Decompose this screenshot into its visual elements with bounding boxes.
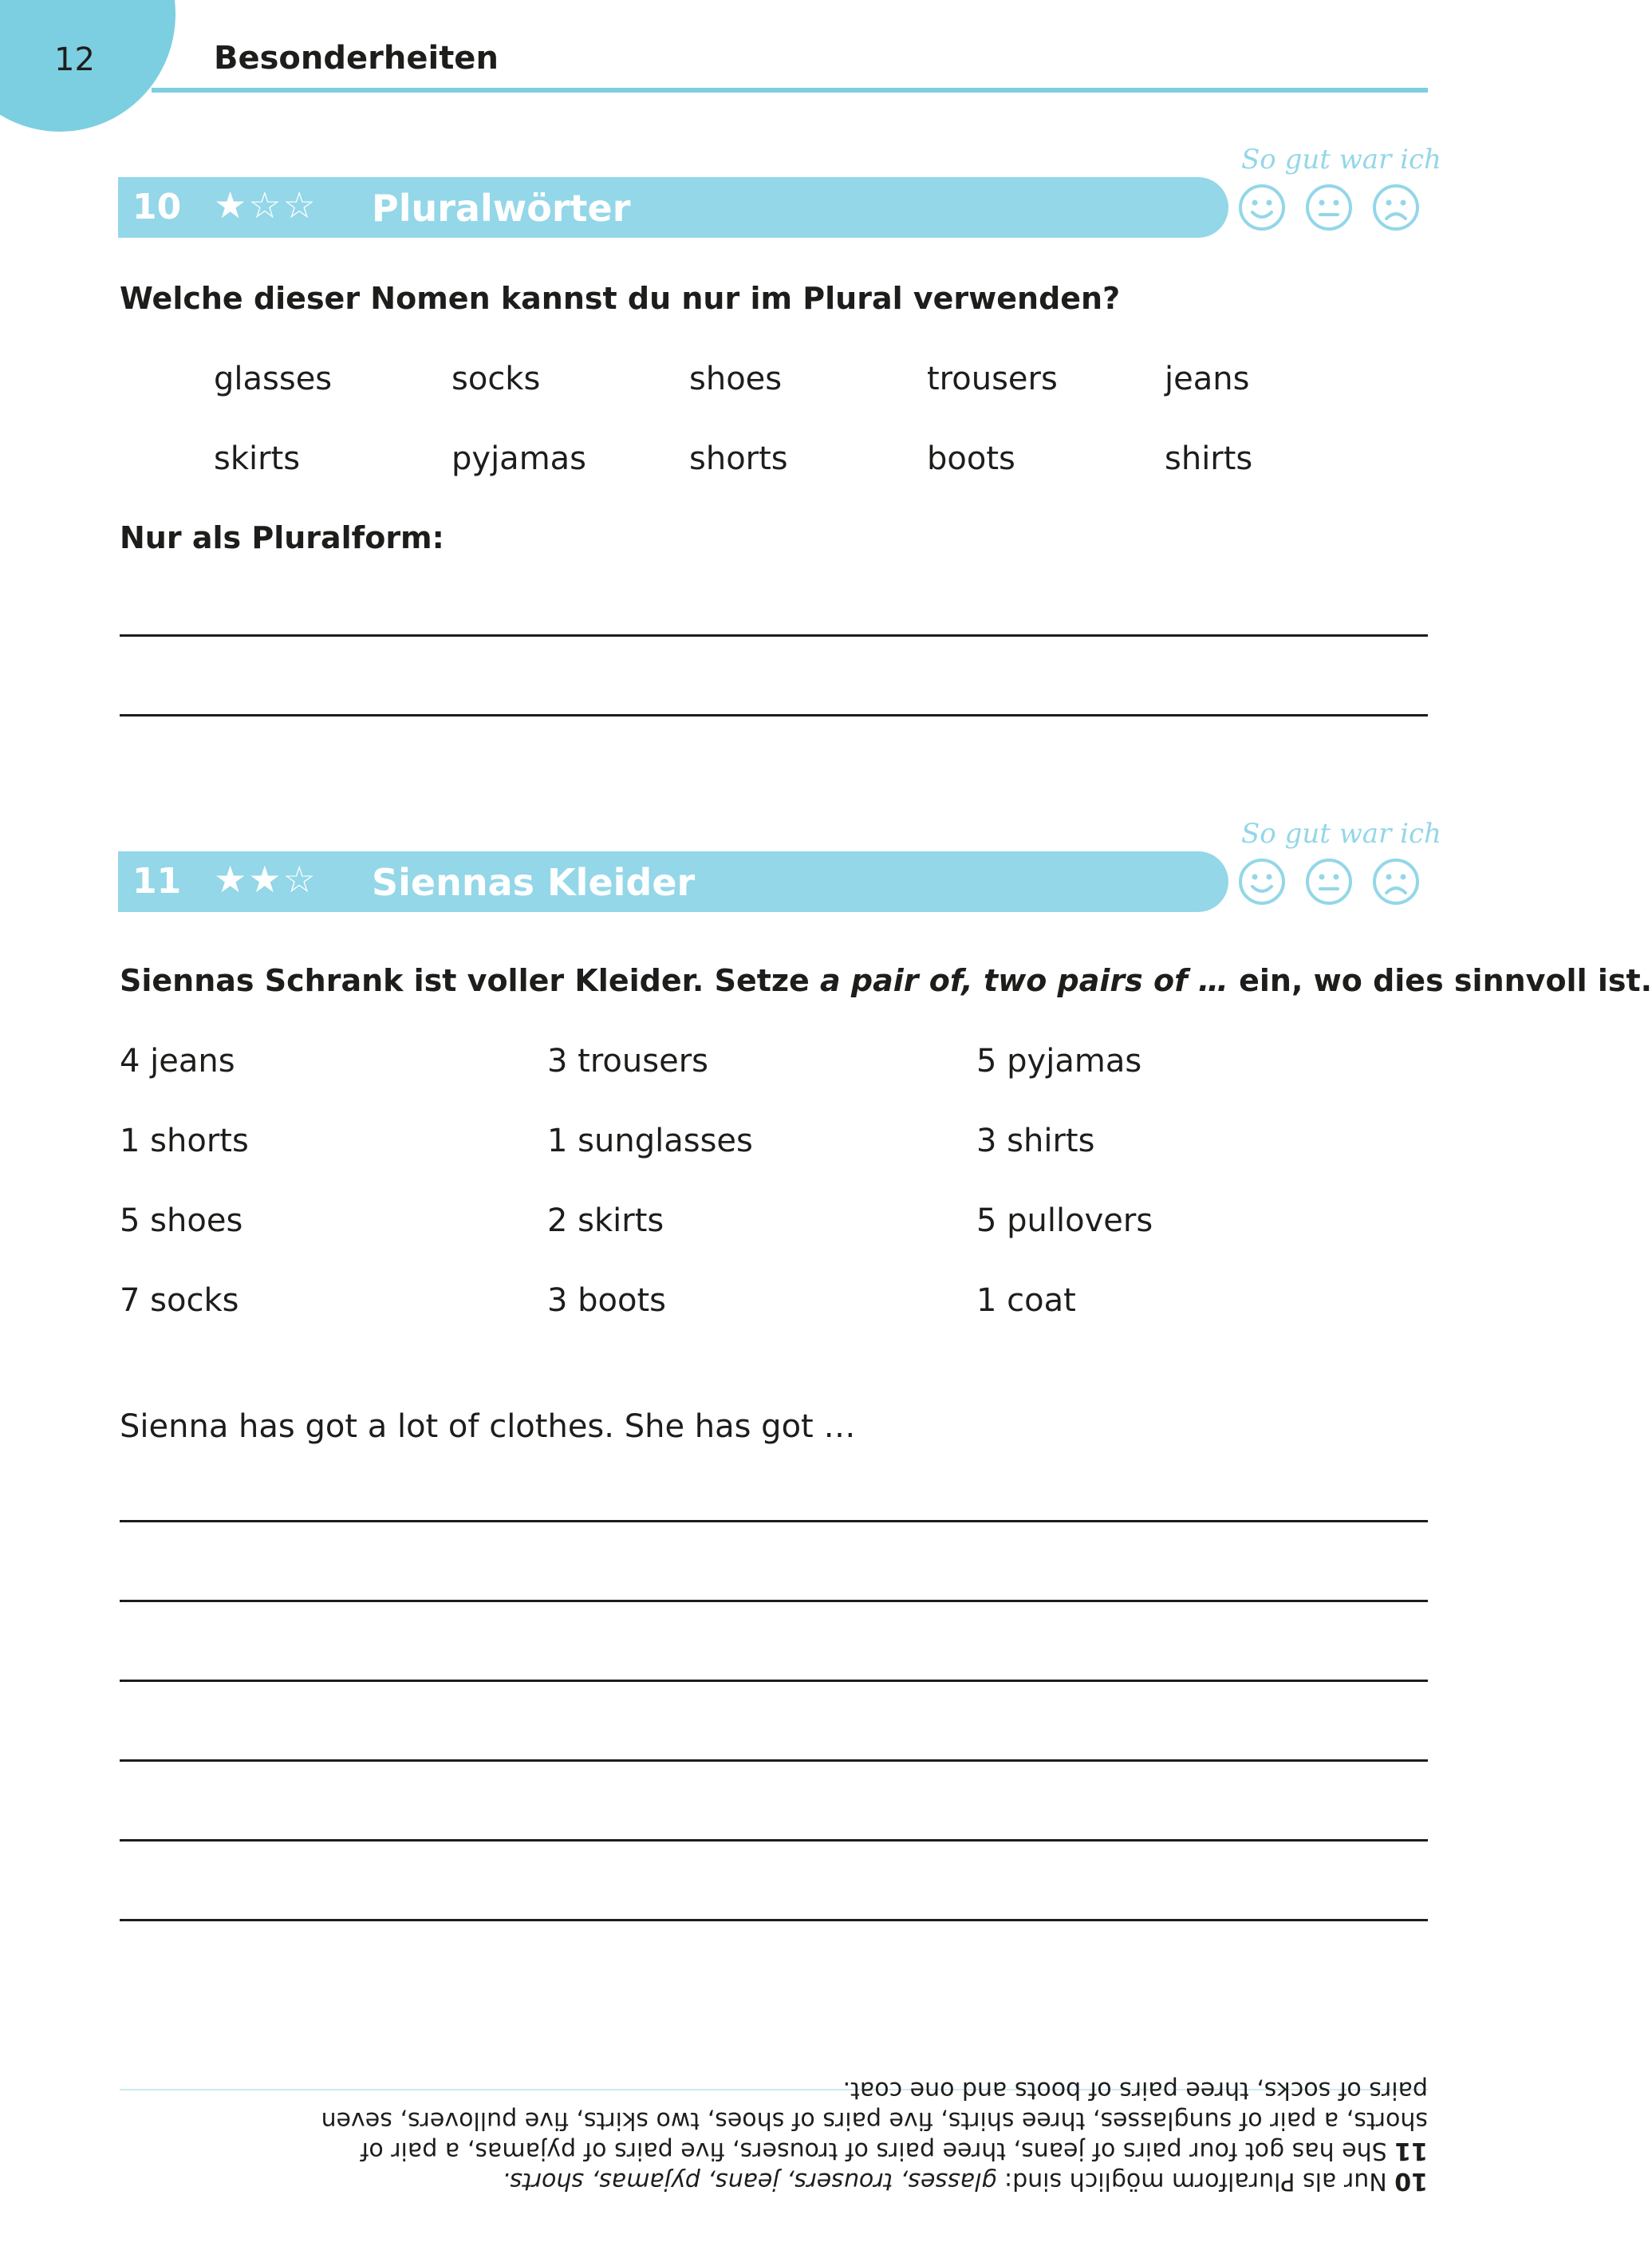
difficulty-stars-icon: ★★☆ — [214, 858, 317, 901]
exercise-title: Pluralwörter — [372, 187, 631, 230]
exercise-title: Siennas Kleider — [372, 861, 696, 904]
writing-line[interactable] — [120, 1759, 1428, 1762]
answer-number: 11 — [1394, 2137, 1428, 2165]
writing-line[interactable] — [120, 1839, 1428, 1842]
clothing-item: 5 shoes — [120, 1202, 243, 1239]
clothing-item: 2 skirts — [547, 1202, 664, 1239]
difficulty-stars-icon: ★☆☆ — [214, 184, 317, 227]
exercise-number: 11 — [132, 861, 182, 902]
answer-key — [279, 2074, 1428, 2196]
answer-label: Nur als Pluralform: — [120, 520, 444, 555]
rating-label-10: So gut war ich — [1241, 144, 1441, 176]
clothing-item: 3 trousers — [547, 1043, 708, 1080]
clothing-item: 7 socks — [120, 1282, 239, 1319]
word-item: pyjamas — [451, 440, 587, 477]
clothing-item: 1 coat — [976, 1282, 1076, 1319]
writing-prompt: Sienna has got a lot of clothes. She has got … — [120, 1408, 856, 1445]
word-item: skirts — [214, 440, 301, 477]
instruction-text-end: ein, wo dies sinnvoll ist. — [1228, 963, 1652, 998]
word-item: trousers — [927, 361, 1058, 397]
writing-line[interactable] — [120, 634, 1428, 637]
word-item: shoes — [689, 361, 783, 397]
writing-line[interactable] — [120, 1520, 1428, 1522]
answer-11 — [279, 2074, 1428, 2165]
clothing-item: 5 pyjamas — [976, 1043, 1142, 1080]
word-item: shirts — [1165, 440, 1253, 477]
happy-smiley-icon[interactable] — [1238, 184, 1286, 231]
exercise-10-header — [118, 177, 1228, 238]
clothing-item: 1 shorts — [120, 1123, 249, 1159]
writing-line[interactable] — [120, 1680, 1428, 1682]
answer-text: She has got four pairs of jeans, three pairs of trousers, five pairs of pyjamas, a pair of shorts, a pair of sunglasses, three shirts, five pairs of shoes, two skirts, five pullovers, seven pairs of socks, three pairs of boots and one coat. — [321, 2076, 1428, 2165]
answer-text: Nur als Pluralform möglich sind: — [996, 2167, 1387, 2195]
answer-italic-text: glasses, trousers, jeans, pyjamas, shorts. — [502, 2167, 997, 2195]
answer-number: 10 — [1394, 2167, 1428, 2195]
section-title: Besonderheiten — [214, 40, 499, 77]
instruction-italic-text: a pair of, two pairs of … — [820, 963, 1228, 998]
page-number: 12 — [54, 41, 95, 78]
clothing-item: 1 sunglasses — [547, 1123, 753, 1159]
writing-line[interactable] — [120, 714, 1428, 716]
exercise-10-instruction: Welche dieser Nomen kannst du nur im Plural verwenden? — [120, 281, 1121, 316]
rating-smileys-11 — [1238, 858, 1420, 906]
word-item: shorts — [689, 440, 788, 477]
writing-line[interactable] — [120, 1600, 1428, 1602]
happy-smiley-icon[interactable] — [1238, 858, 1286, 906]
clothing-item: 3 boots — [547, 1282, 667, 1319]
word-item: jeans — [1165, 361, 1250, 397]
neutral-smiley-icon[interactable] — [1305, 858, 1353, 906]
neutral-smiley-icon[interactable] — [1305, 184, 1353, 231]
clothing-item: 5 pullovers — [976, 1202, 1153, 1239]
writing-line[interactable] — [120, 1919, 1428, 1921]
exercise-11-instruction — [120, 963, 1652, 998]
rating-label-11: So gut war ich — [1241, 818, 1441, 850]
rating-smileys-10 — [1238, 184, 1420, 231]
exercise-number: 10 — [132, 187, 182, 227]
sad-smiley-icon[interactable] — [1372, 858, 1420, 906]
word-item: glasses — [214, 361, 333, 397]
clothing-item: 4 jeans — [120, 1043, 235, 1080]
clothing-item: 3 shirts — [976, 1123, 1095, 1159]
header-rule — [152, 88, 1428, 93]
exercise-11-header — [118, 851, 1228, 912]
sad-smiley-icon[interactable] — [1372, 184, 1420, 231]
word-item: boots — [927, 440, 1015, 477]
answer-10 — [279, 2165, 1428, 2196]
instruction-text: Siennas Schrank ist voller Kleider. Setze — [120, 963, 821, 998]
word-item: socks — [451, 361, 541, 397]
